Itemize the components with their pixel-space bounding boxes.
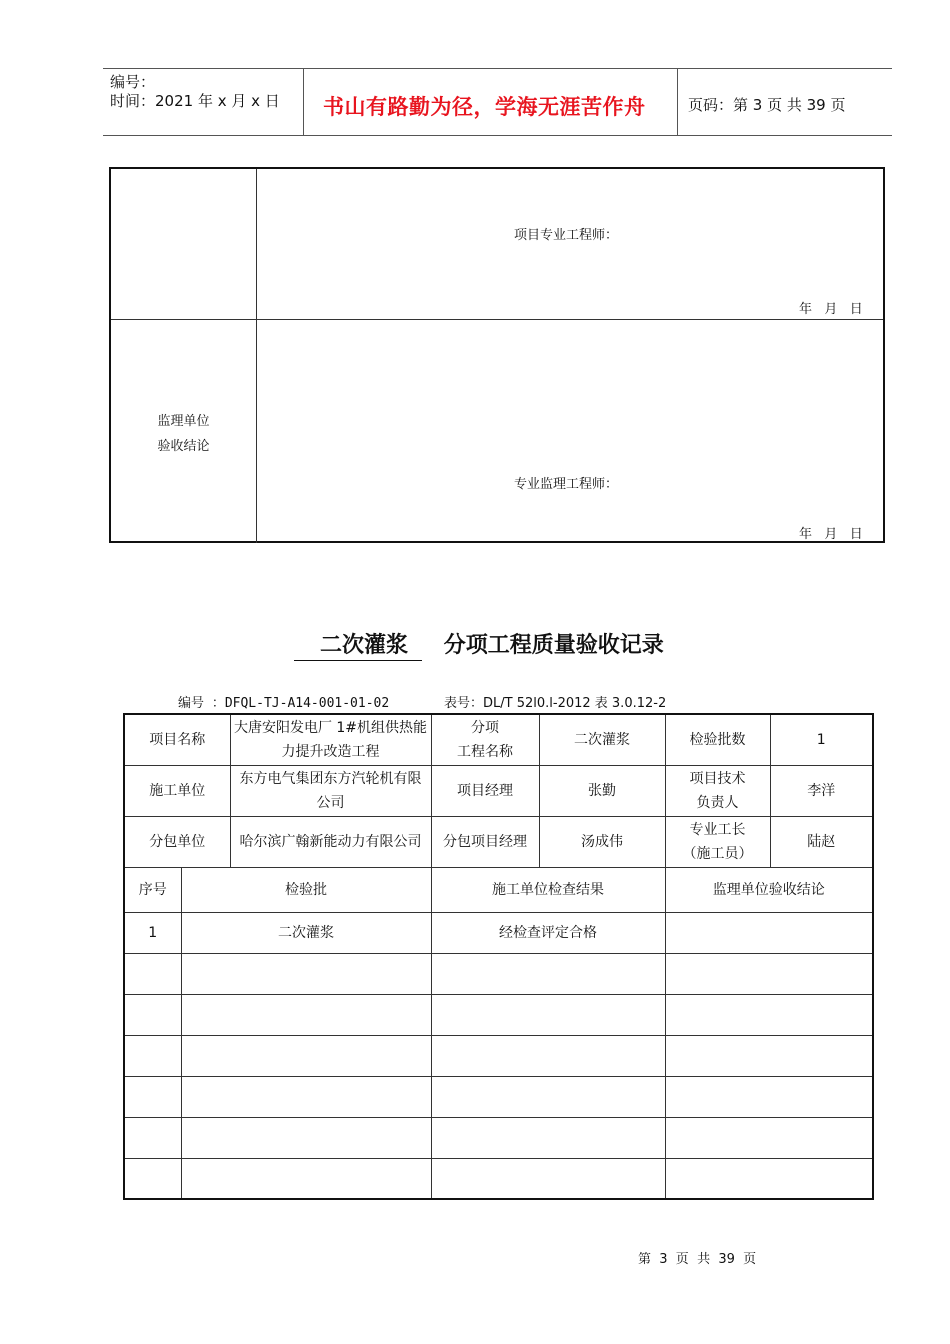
- col-header-batch: 检验批: [181, 867, 431, 912]
- header-divider-left: [303, 68, 304, 135]
- batch-count-label: 检验批数: [665, 714, 770, 765]
- signoff-row1-label-cell: [111, 169, 257, 319]
- row-batch: [181, 1158, 431, 1199]
- project-name-label: 项目名称: [124, 714, 230, 765]
- row-seq: [124, 1076, 181, 1117]
- row-seq: [124, 1117, 181, 1158]
- table-row: [124, 994, 873, 1035]
- row-seq: 1: [124, 912, 181, 953]
- row-batch: [181, 1117, 431, 1158]
- batch-count-value: 1: [770, 714, 873, 765]
- row-contractor-result: [431, 994, 665, 1035]
- table-row: [124, 912, 873, 953]
- row-supervision-conclusion: [665, 953, 873, 994]
- project-name-value: 大唐安阳发电厂 1#机组供热能力提升改造工程: [230, 714, 431, 765]
- row-contractor-result: [431, 953, 665, 994]
- sub-item-label: 分项 工程名称: [431, 714, 539, 765]
- row-batch: [181, 1076, 431, 1117]
- check-header-row: [124, 867, 873, 912]
- project-engineer-label: 项目专业工程师：: [514, 228, 619, 243]
- sub-pm-label: 分包项目经理: [431, 816, 539, 867]
- pm-value: 张勤: [539, 765, 665, 816]
- record-code: 编号 ：DFQL-TJ-A14-001-01-02: [178, 696, 390, 711]
- col-header-supervision-conclusion: 监理单位验收结论: [665, 867, 873, 912]
- row-seq: [124, 1035, 181, 1076]
- subcontractor-label: 分包单位: [124, 816, 230, 867]
- sub-pm-value: 汤成伟: [539, 816, 665, 867]
- row-seq: [124, 953, 181, 994]
- page-title: [294, 628, 664, 659]
- supervision-engineer-label: 专业监理工程师：: [514, 477, 619, 492]
- col-header-contractor-result: 施工单位检查结果: [431, 867, 665, 912]
- row-supervision-conclusion: [665, 912, 873, 953]
- acceptance-table: [123, 713, 874, 1200]
- row-contractor-result: [431, 1035, 665, 1076]
- row-supervision-conclusion: [665, 1076, 873, 1117]
- row-seq: [124, 1158, 181, 1199]
- header-divider-right: [677, 68, 678, 135]
- row-contractor-result: [431, 1076, 665, 1117]
- contractor-label: 施工单位: [124, 765, 230, 816]
- row-batch: [181, 994, 431, 1035]
- info-row-subcontractor: [124, 816, 873, 867]
- title-underlined-part: 二次灌浆: [294, 633, 422, 661]
- row1-date: 年 月 日: [799, 302, 863, 317]
- row-supervision-conclusion: [665, 1035, 873, 1076]
- header-bottom-rule: [103, 135, 892, 136]
- tech-lead-label: 项目技术 负责人: [665, 765, 770, 816]
- table-row: [124, 1117, 873, 1158]
- pm-label: 项目经理: [431, 765, 539, 816]
- header-time-label: 时间：2021 年 x 月 x 日: [110, 92, 280, 110]
- table-row: [124, 1158, 873, 1199]
- row-contractor-result: [431, 1158, 665, 1199]
- subcontractor-value: 哈尔滨广翰新能动力有限公司: [230, 816, 431, 867]
- info-row-project: [124, 714, 873, 765]
- acceptance-conclusion-label: 验收结论: [157, 439, 210, 454]
- row-contractor-result: 经检查评定合格: [431, 912, 665, 953]
- row-contractor-result: [431, 1117, 665, 1158]
- foreman-value: 陆赵: [770, 816, 873, 867]
- row-supervision-conclusion: [665, 1117, 873, 1158]
- row-seq: [124, 994, 181, 1035]
- sub-item-value: 二次灌浆: [539, 714, 665, 765]
- info-row-contractor: [124, 765, 873, 816]
- footer-page-number: 第 3 页 共 39 页: [638, 1252, 757, 1267]
- tech-lead-value: 李洋: [770, 765, 873, 816]
- row2-date: 年 月 日: [799, 527, 863, 542]
- signoff-table: [109, 167, 885, 543]
- row-batch: 二次灌浆: [181, 912, 431, 953]
- row-supervision-conclusion: [665, 1158, 873, 1199]
- row-supervision-conclusion: [665, 994, 873, 1035]
- table-row: [124, 1035, 873, 1076]
- signoff-row2-label-cell: [111, 319, 257, 543]
- col-header-seq: 序号: [124, 867, 181, 912]
- record-table-no: 表号：DL/T 52l0.l-2012 表 3.0.12-2: [444, 696, 667, 711]
- header-page-label: 页码：第 3 页 共 39 页: [688, 96, 846, 114]
- foreman-label: 专业工长 （施工员）: [665, 816, 770, 867]
- supervision-unit-label: 监理单位: [157, 414, 210, 429]
- contractor-value: 东方电气集团东方汽轮机有限公司: [230, 765, 431, 816]
- header-motto: 书山有路勤为径，学海无涯苦作舟: [323, 95, 646, 119]
- row-batch: [181, 1035, 431, 1076]
- table-row: [124, 953, 873, 994]
- header-top-rule: [103, 68, 892, 69]
- row-batch: [181, 953, 431, 994]
- title-rest: 分项工程质量验收记录: [443, 633, 664, 658]
- table-row: [124, 1076, 873, 1117]
- header-number-label: 编号：: [110, 73, 156, 91]
